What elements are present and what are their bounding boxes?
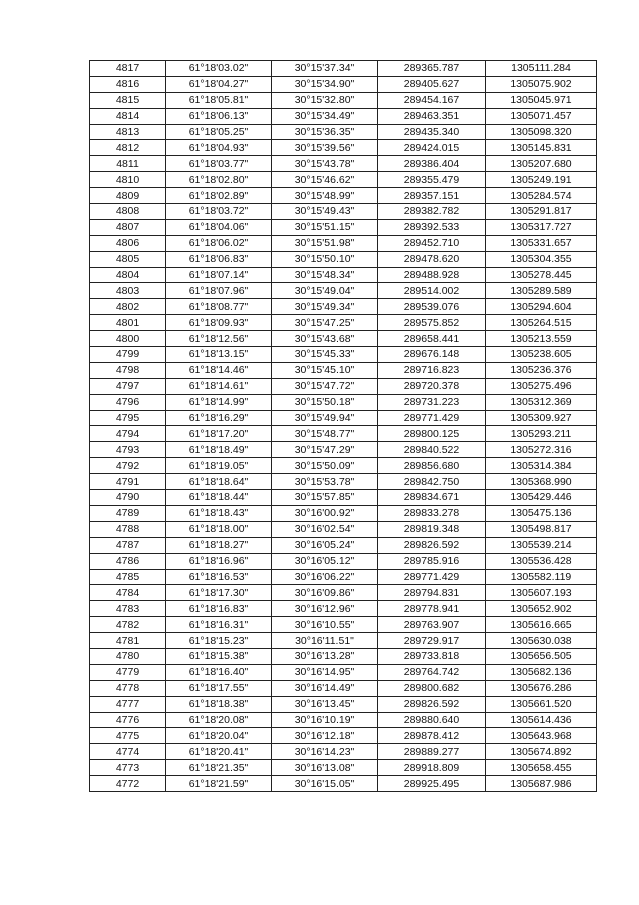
y-coordinate-cell: 1305643.968	[486, 728, 597, 744]
x-coordinate-cell: 289478.620	[378, 251, 486, 267]
latitude-cell: 61°18'08.77"	[166, 299, 272, 315]
y-coordinate-cell: 1305238.605	[486, 347, 597, 363]
y-coordinate-cell: 1305289.589	[486, 283, 597, 299]
table-row	[90, 92, 597, 108]
longitude-cell: 30°15'48.34"	[272, 267, 378, 283]
latitude-cell: 61°18'18.44"	[166, 490, 272, 506]
point-number-cell: 4785	[90, 569, 166, 585]
y-coordinate-cell: 1305658.455	[486, 760, 597, 776]
y-coordinate-cell: 1305207.680	[486, 156, 597, 172]
longitude-cell: 30°15'43.78"	[272, 156, 378, 172]
y-coordinate-cell: 1305236.376	[486, 362, 597, 378]
latitude-cell: 61°18'04.27"	[166, 76, 272, 92]
x-coordinate-cell: 289800.682	[378, 680, 486, 696]
table-row	[90, 760, 597, 776]
y-coordinate-cell: 1305293.211	[486, 426, 597, 442]
table-row	[90, 315, 597, 331]
longitude-cell: 30°16'13.28"	[272, 648, 378, 664]
table-row	[90, 156, 597, 172]
longitude-cell: 30°15'34.49"	[272, 108, 378, 124]
latitude-cell: 61°18'18.27"	[166, 537, 272, 553]
table-row	[90, 458, 597, 474]
longitude-cell: 30°15'53.78"	[272, 474, 378, 490]
point-number-cell: 4780	[90, 648, 166, 664]
point-number-cell: 4774	[90, 744, 166, 760]
latitude-cell: 61°18'16.53"	[166, 569, 272, 585]
latitude-cell: 61°18'06.13"	[166, 108, 272, 124]
point-number-cell: 4817	[90, 61, 166, 77]
longitude-cell: 30°15'49.04"	[272, 283, 378, 299]
x-coordinate-cell: 289539.076	[378, 299, 486, 315]
x-coordinate-cell: 289800.125	[378, 426, 486, 442]
longitude-cell: 30°16'10.55"	[272, 617, 378, 633]
point-number-cell: 4776	[90, 712, 166, 728]
x-coordinate-cell: 289435.340	[378, 124, 486, 140]
table-row	[90, 204, 597, 220]
latitude-cell: 61°18'20.04"	[166, 728, 272, 744]
y-coordinate-cell: 1305272.316	[486, 442, 597, 458]
y-coordinate-cell: 1305682.136	[486, 664, 597, 680]
latitude-cell: 61°18'16.31"	[166, 617, 272, 633]
x-coordinate-cell: 289357.151	[378, 188, 486, 204]
point-number-cell: 4807	[90, 219, 166, 235]
table-row	[90, 124, 597, 140]
table-row	[90, 251, 597, 267]
y-coordinate-cell: 1305264.515	[486, 315, 597, 331]
x-coordinate-cell: 289794.831	[378, 585, 486, 601]
latitude-cell: 61°18'05.81"	[166, 92, 272, 108]
table-row	[90, 680, 597, 696]
latitude-cell: 61°18'20.08"	[166, 712, 272, 728]
table-row	[90, 426, 597, 442]
x-coordinate-cell: 289488.928	[378, 267, 486, 283]
x-coordinate-cell: 289763.907	[378, 617, 486, 633]
point-number-cell: 4775	[90, 728, 166, 744]
point-number-cell: 4783	[90, 601, 166, 617]
x-coordinate-cell: 289382.782	[378, 204, 486, 220]
table-row	[90, 728, 597, 744]
point-number-cell: 4799	[90, 347, 166, 363]
latitude-cell: 61°18'14.46"	[166, 362, 272, 378]
x-coordinate-cell: 289392.533	[378, 219, 486, 235]
table-row	[90, 362, 597, 378]
y-coordinate-cell: 1305317.727	[486, 219, 597, 235]
point-number-cell: 4815	[90, 92, 166, 108]
longitude-cell: 30°16'12.96"	[272, 601, 378, 617]
point-number-cell: 4814	[90, 108, 166, 124]
table-row	[90, 712, 597, 728]
x-coordinate-cell: 289386.404	[378, 156, 486, 172]
table-row	[90, 744, 597, 760]
table-row	[90, 617, 597, 633]
latitude-cell: 61°18'18.38"	[166, 696, 272, 712]
latitude-cell: 61°18'14.61"	[166, 378, 272, 394]
y-coordinate-cell: 1305098.320	[486, 124, 597, 140]
table-row	[90, 219, 597, 235]
table-row	[90, 490, 597, 506]
x-coordinate-cell: 289833.278	[378, 505, 486, 521]
x-coordinate-cell: 289729.917	[378, 633, 486, 649]
x-coordinate-cell: 289720.378	[378, 378, 486, 394]
y-coordinate-cell: 1305652.902	[486, 601, 597, 617]
longitude-cell: 30°16'11.51"	[272, 633, 378, 649]
longitude-cell: 30°15'50.18"	[272, 394, 378, 410]
x-coordinate-cell: 289452.710	[378, 235, 486, 251]
coordinates-table-body	[90, 61, 597, 792]
table-row	[90, 474, 597, 490]
y-coordinate-cell: 1305294.604	[486, 299, 597, 315]
y-coordinate-cell: 1305687.986	[486, 776, 597, 792]
point-number-cell: 4782	[90, 617, 166, 633]
y-coordinate-cell: 1305661.520	[486, 696, 597, 712]
longitude-cell: 30°15'47.72"	[272, 378, 378, 394]
y-coordinate-cell: 1305249.191	[486, 172, 597, 188]
x-coordinate-cell: 289856.680	[378, 458, 486, 474]
longitude-cell: 30°15'49.94"	[272, 410, 378, 426]
x-coordinate-cell: 289575.852	[378, 315, 486, 331]
x-coordinate-cell: 289826.592	[378, 537, 486, 553]
latitude-cell: 61°18'15.38"	[166, 648, 272, 664]
longitude-cell: 30°15'51.15"	[272, 219, 378, 235]
point-number-cell: 4791	[90, 474, 166, 490]
x-coordinate-cell: 289454.167	[378, 92, 486, 108]
longitude-cell: 30°15'39.56"	[272, 140, 378, 156]
point-number-cell: 4808	[90, 204, 166, 220]
latitude-cell: 61°18'14.99"	[166, 394, 272, 410]
latitude-cell: 61°18'15.23"	[166, 633, 272, 649]
latitude-cell: 61°18'04.06"	[166, 219, 272, 235]
longitude-cell: 30°16'13.08"	[272, 760, 378, 776]
latitude-cell: 61°18'16.40"	[166, 664, 272, 680]
point-number-cell: 4805	[90, 251, 166, 267]
table-row	[90, 601, 597, 617]
point-number-cell: 4792	[90, 458, 166, 474]
point-number-cell: 4788	[90, 521, 166, 537]
latitude-cell: 61°18'16.96"	[166, 553, 272, 569]
x-coordinate-cell: 289463.351	[378, 108, 486, 124]
latitude-cell: 61°18'17.20"	[166, 426, 272, 442]
longitude-cell: 30°15'47.29"	[272, 442, 378, 458]
table-row	[90, 537, 597, 553]
latitude-cell: 61°18'07.96"	[166, 283, 272, 299]
y-coordinate-cell: 1305429.446	[486, 490, 597, 506]
point-number-cell: 4795	[90, 410, 166, 426]
y-coordinate-cell: 1305312.369	[486, 394, 597, 410]
y-coordinate-cell: 1305071.457	[486, 108, 597, 124]
table-row	[90, 553, 597, 569]
y-coordinate-cell: 1305111.284	[486, 61, 597, 77]
point-number-cell: 4816	[90, 76, 166, 92]
point-number-cell: 4787	[90, 537, 166, 553]
longitude-cell: 30°15'49.43"	[272, 204, 378, 220]
table-row	[90, 776, 597, 792]
point-number-cell: 4810	[90, 172, 166, 188]
point-number-cell: 4813	[90, 124, 166, 140]
y-coordinate-cell: 1305278.445	[486, 267, 597, 283]
latitude-cell: 61°18'21.35"	[166, 760, 272, 776]
longitude-cell: 30°16'14.23"	[272, 744, 378, 760]
latitude-cell: 61°18'05.25"	[166, 124, 272, 140]
x-coordinate-cell: 289658.441	[378, 331, 486, 347]
latitude-cell: 61°18'06.02"	[166, 235, 272, 251]
y-coordinate-cell: 1305539.214	[486, 537, 597, 553]
table-row	[90, 61, 597, 77]
point-number-cell: 4798	[90, 362, 166, 378]
table-row	[90, 378, 597, 394]
latitude-cell: 61°18'09.93"	[166, 315, 272, 331]
x-coordinate-cell: 289840.522	[378, 442, 486, 458]
table-row	[90, 235, 597, 251]
longitude-cell: 30°16'14.95"	[272, 664, 378, 680]
table-row	[90, 172, 597, 188]
y-coordinate-cell: 1305309.927	[486, 410, 597, 426]
longitude-cell: 30°15'47.25"	[272, 315, 378, 331]
latitude-cell: 61°18'18.43"	[166, 505, 272, 521]
y-coordinate-cell: 1305674.892	[486, 744, 597, 760]
y-coordinate-cell: 1305291.817	[486, 204, 597, 220]
x-coordinate-cell: 289405.627	[378, 76, 486, 92]
y-coordinate-cell: 1305045.971	[486, 92, 597, 108]
point-number-cell: 4781	[90, 633, 166, 649]
y-coordinate-cell: 1305331.657	[486, 235, 597, 251]
table-row	[90, 585, 597, 601]
table-row	[90, 188, 597, 204]
table-row	[90, 569, 597, 585]
table-row	[90, 696, 597, 712]
x-coordinate-cell: 289365.787	[378, 61, 486, 77]
y-coordinate-cell: 1305075.902	[486, 76, 597, 92]
point-number-cell: 4801	[90, 315, 166, 331]
latitude-cell: 61°18'18.64"	[166, 474, 272, 490]
latitude-cell: 61°18'18.00"	[166, 521, 272, 537]
x-coordinate-cell: 289355.479	[378, 172, 486, 188]
x-coordinate-cell: 289878.412	[378, 728, 486, 744]
x-coordinate-cell: 289925.495	[378, 776, 486, 792]
latitude-cell: 61°18'02.89"	[166, 188, 272, 204]
x-coordinate-cell: 289842.750	[378, 474, 486, 490]
point-number-cell: 4779	[90, 664, 166, 680]
x-coordinate-cell: 289826.592	[378, 696, 486, 712]
table-row	[90, 648, 597, 664]
y-coordinate-cell: 1305304.355	[486, 251, 597, 267]
y-coordinate-cell: 1305145.831	[486, 140, 597, 156]
y-coordinate-cell: 1305582.119	[486, 569, 597, 585]
x-coordinate-cell: 289889.277	[378, 744, 486, 760]
point-number-cell: 4796	[90, 394, 166, 410]
y-coordinate-cell: 1305213.559	[486, 331, 597, 347]
x-coordinate-cell: 289771.429	[378, 410, 486, 426]
longitude-cell: 30°16'06.22"	[272, 569, 378, 585]
latitude-cell: 61°18'17.30"	[166, 585, 272, 601]
x-coordinate-cell: 289819.348	[378, 521, 486, 537]
latitude-cell: 61°18'16.29"	[166, 410, 272, 426]
table-row	[90, 410, 597, 426]
latitude-cell: 61°18'13.15"	[166, 347, 272, 363]
y-coordinate-cell: 1305536.428	[486, 553, 597, 569]
point-number-cell: 4803	[90, 283, 166, 299]
longitude-cell: 30°15'45.33"	[272, 347, 378, 363]
x-coordinate-cell: 289716.823	[378, 362, 486, 378]
x-coordinate-cell: 289676.148	[378, 347, 486, 363]
point-number-cell: 4809	[90, 188, 166, 204]
table-row	[90, 76, 597, 92]
longitude-cell: 30°15'48.77"	[272, 426, 378, 442]
latitude-cell: 61°18'18.49"	[166, 442, 272, 458]
x-coordinate-cell: 289771.429	[378, 569, 486, 585]
table-row	[90, 394, 597, 410]
longitude-cell: 30°16'10.19"	[272, 712, 378, 728]
longitude-cell: 30°15'50.10"	[272, 251, 378, 267]
latitude-cell: 61°18'07.14"	[166, 267, 272, 283]
point-number-cell: 4784	[90, 585, 166, 601]
x-coordinate-cell: 289785.916	[378, 553, 486, 569]
latitude-cell: 61°18'20.41"	[166, 744, 272, 760]
latitude-cell: 61°18'21.59"	[166, 776, 272, 792]
table-row	[90, 633, 597, 649]
y-coordinate-cell: 1305630.038	[486, 633, 597, 649]
longitude-cell: 30°16'13.45"	[272, 696, 378, 712]
table-row	[90, 505, 597, 521]
table-row	[90, 283, 597, 299]
table-row	[90, 140, 597, 156]
point-number-cell: 4789	[90, 505, 166, 521]
latitude-cell: 61°18'12.56"	[166, 331, 272, 347]
longitude-cell: 30°15'32.80"	[272, 92, 378, 108]
y-coordinate-cell: 1305656.505	[486, 648, 597, 664]
point-number-cell: 4777	[90, 696, 166, 712]
table-row	[90, 267, 597, 283]
point-number-cell: 4800	[90, 331, 166, 347]
table-row	[90, 664, 597, 680]
point-number-cell: 4778	[90, 680, 166, 696]
table-row	[90, 331, 597, 347]
point-number-cell: 4812	[90, 140, 166, 156]
longitude-cell: 30°15'43.68"	[272, 331, 378, 347]
longitude-cell: 30°15'51.98"	[272, 235, 378, 251]
table-row	[90, 442, 597, 458]
y-coordinate-cell: 1305607.193	[486, 585, 597, 601]
y-coordinate-cell: 1305368.990	[486, 474, 597, 490]
table-row	[90, 108, 597, 124]
x-coordinate-cell: 289424.015	[378, 140, 486, 156]
latitude-cell: 61°18'03.02"	[166, 61, 272, 77]
longitude-cell: 30°16'05.24"	[272, 537, 378, 553]
latitude-cell: 61°18'04.93"	[166, 140, 272, 156]
x-coordinate-cell: 289834.671	[378, 490, 486, 506]
longitude-cell: 30°15'45.10"	[272, 362, 378, 378]
longitude-cell: 30°15'50.09"	[272, 458, 378, 474]
point-number-cell: 4802	[90, 299, 166, 315]
table-row	[90, 521, 597, 537]
point-number-cell: 4806	[90, 235, 166, 251]
table-row	[90, 299, 597, 315]
longitude-cell: 30°16'15.05"	[272, 776, 378, 792]
latitude-cell: 61°18'17.55"	[166, 680, 272, 696]
longitude-cell: 30°15'36.35"	[272, 124, 378, 140]
y-coordinate-cell: 1305284.574	[486, 188, 597, 204]
longitude-cell: 30°15'34.90"	[272, 76, 378, 92]
point-number-cell: 4773	[90, 760, 166, 776]
longitude-cell: 30°15'48.99"	[272, 188, 378, 204]
latitude-cell: 61°18'16.83"	[166, 601, 272, 617]
point-number-cell: 4786	[90, 553, 166, 569]
y-coordinate-cell: 1305676.286	[486, 680, 597, 696]
point-number-cell: 4804	[90, 267, 166, 283]
y-coordinate-cell: 1305616.665	[486, 617, 597, 633]
x-coordinate-cell: 289731.223	[378, 394, 486, 410]
point-number-cell: 4793	[90, 442, 166, 458]
point-number-cell: 4811	[90, 156, 166, 172]
coordinates-table	[89, 60, 597, 792]
x-coordinate-cell: 289764.742	[378, 664, 486, 680]
point-number-cell: 4772	[90, 776, 166, 792]
longitude-cell: 30°15'37.34"	[272, 61, 378, 77]
longitude-cell: 30°16'14.49"	[272, 680, 378, 696]
latitude-cell: 61°18'19.05"	[166, 458, 272, 474]
latitude-cell: 61°18'06.83"	[166, 251, 272, 267]
point-number-cell: 4797	[90, 378, 166, 394]
x-coordinate-cell: 289733.818	[378, 648, 486, 664]
y-coordinate-cell: 1305498.817	[486, 521, 597, 537]
x-coordinate-cell: 289880.640	[378, 712, 486, 728]
longitude-cell: 30°15'46.62"	[272, 172, 378, 188]
longitude-cell: 30°15'57.85"	[272, 490, 378, 506]
longitude-cell: 30°16'12.18"	[272, 728, 378, 744]
point-number-cell: 4794	[90, 426, 166, 442]
longitude-cell: 30°16'09.86"	[272, 585, 378, 601]
y-coordinate-cell: 1305614.436	[486, 712, 597, 728]
y-coordinate-cell: 1305314.384	[486, 458, 597, 474]
x-coordinate-cell: 289918.809	[378, 760, 486, 776]
longitude-cell: 30°16'05.12"	[272, 553, 378, 569]
y-coordinate-cell: 1305475.136	[486, 505, 597, 521]
latitude-cell: 61°18'03.72"	[166, 204, 272, 220]
longitude-cell: 30°16'00.92"	[272, 505, 378, 521]
x-coordinate-cell: 289514.002	[378, 283, 486, 299]
table-row	[90, 347, 597, 363]
latitude-cell: 61°18'03.77"	[166, 156, 272, 172]
point-number-cell: 4790	[90, 490, 166, 506]
longitude-cell: 30°15'49.34"	[272, 299, 378, 315]
y-coordinate-cell: 1305275.496	[486, 378, 597, 394]
longitude-cell: 30°16'02.54"	[272, 521, 378, 537]
x-coordinate-cell: 289778.941	[378, 601, 486, 617]
latitude-cell: 61°18'02.80"	[166, 172, 272, 188]
